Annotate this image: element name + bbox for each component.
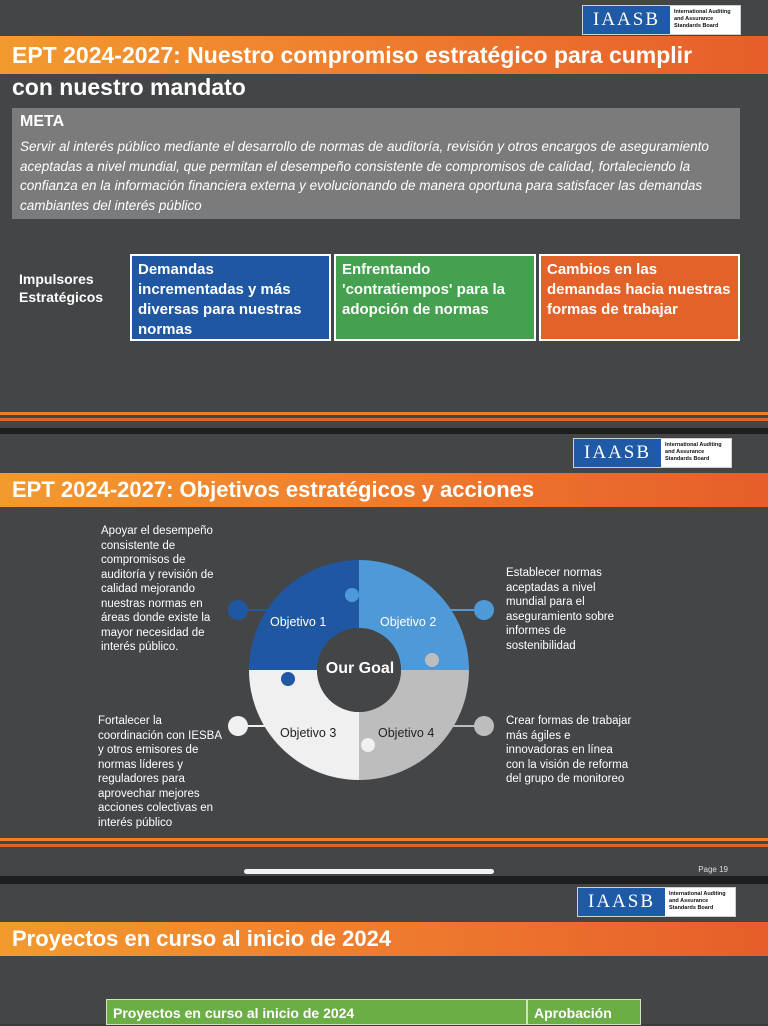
footer-stripe-red <box>0 844 768 847</box>
table-header-approval: Aprobación <box>527 999 641 1025</box>
driver-card-2: Enfrentando 'contratiempos' para la adopción de normas <box>334 254 536 341</box>
driver-card-3: Cambios en las demandas hacia nuestras formas de trabajar <box>539 254 740 341</box>
objective-4-label: Objetivo 4 <box>378 726 435 740</box>
goal-center-label: Our Goal <box>325 660 395 677</box>
slide3-title: Proyectos en curso al inicio de 2024 <box>0 922 768 956</box>
footer-stripe-orange <box>0 838 768 841</box>
logo-mark: IAASB <box>583 6 670 34</box>
objective-3-connector <box>246 725 276 727</box>
objective-3-label: Objetivo 3 <box>280 726 337 740</box>
objective-3-text: Fortalecer la coordinación con IESBA y otros emisores de normas líderes y reguladores para aprovechar mejores acciones colectivas en interés público <box>98 715 222 829</box>
footer-stripe-red <box>0 418 768 421</box>
objective-1-dot <box>228 600 248 620</box>
meta-box <box>12 108 740 219</box>
objective-2-dot <box>474 600 494 620</box>
objective-2-label: Objetivo 2 <box>380 615 437 629</box>
puzzle-knob <box>425 653 439 667</box>
slide-separator <box>0 876 768 884</box>
meta-text: Servir al interés público mediante el desarrollo de normas de auditoría, revisión y otros encargos de aseguramiento aceptadas a nivel mundial, que permitan el desempeño consistente de compromisos de calidad, fortaleciendo la confianza en la información financiera externa y evolucionando de manera oportuna para satisfacer las demandas cambiantes del interés público <box>20 139 709 213</box>
home-indicator[interactable] <box>244 869 494 874</box>
objective-1-text: Apoyar el desempeño consistente de compromisos de auditoría y revisión de calidad mejorando nuestras normas en áreas donde existe la mayor necesidad de interés público. <box>101 525 214 653</box>
slide1-title-line1: EPT 2024-2027: Nuestro compromiso estratégico para cumplir <box>0 36 768 74</box>
puzzle-knob <box>361 738 375 752</box>
meta-heading: META <box>20 113 65 130</box>
objective-4-dot <box>474 716 494 736</box>
footer-stripe-orange <box>0 412 768 415</box>
driver-card-1: Demandas incrementadas y más diversas para nuestras normas <box>130 254 331 341</box>
objective-4-text: Crear formas de trabajar más ágiles e innovadoras en línea con la visión de reforma del grupo de monitoreo <box>506 715 632 785</box>
puzzle-knob <box>281 672 295 686</box>
logo-subtitle: International Auditing and Assurance Standards Board <box>674 9 731 29</box>
iaasb-logo <box>573 438 732 468</box>
logo-subtitle: International Auditing and Assurance Standards Board <box>669 891 726 911</box>
iaasb-logo <box>577 887 736 917</box>
slide1-title-line2: con nuestro mandato <box>12 74 246 100</box>
objective-2-text: Establecer normas aceptadas a nivel mundial para el aseguramiento sobre informes de sostenibilidad <box>506 567 615 652</box>
objective-1-connector <box>246 609 292 611</box>
objective-1-label: Objetivo 1 <box>270 615 327 629</box>
projects-table-header <box>106 999 641 1025</box>
objective-3-dot <box>228 716 248 736</box>
logo-mark: IAASB <box>574 439 661 467</box>
table-header-projects: Proyectos en curso al inicio de 2024 <box>106 999 527 1025</box>
puzzle-knob <box>345 588 359 602</box>
slide2-title: EPT 2024-2027: Objetivos estratégicos y acciones <box>0 473 768 507</box>
drivers-label: Impulsores Estratégicos <box>19 271 104 305</box>
iaasb-logo <box>582 5 741 35</box>
logo-subtitle: International Auditing and Assurance Standards Board <box>665 442 722 462</box>
logo-mark: IAASB <box>578 888 665 916</box>
page-number: Page 19 <box>698 865 728 874</box>
